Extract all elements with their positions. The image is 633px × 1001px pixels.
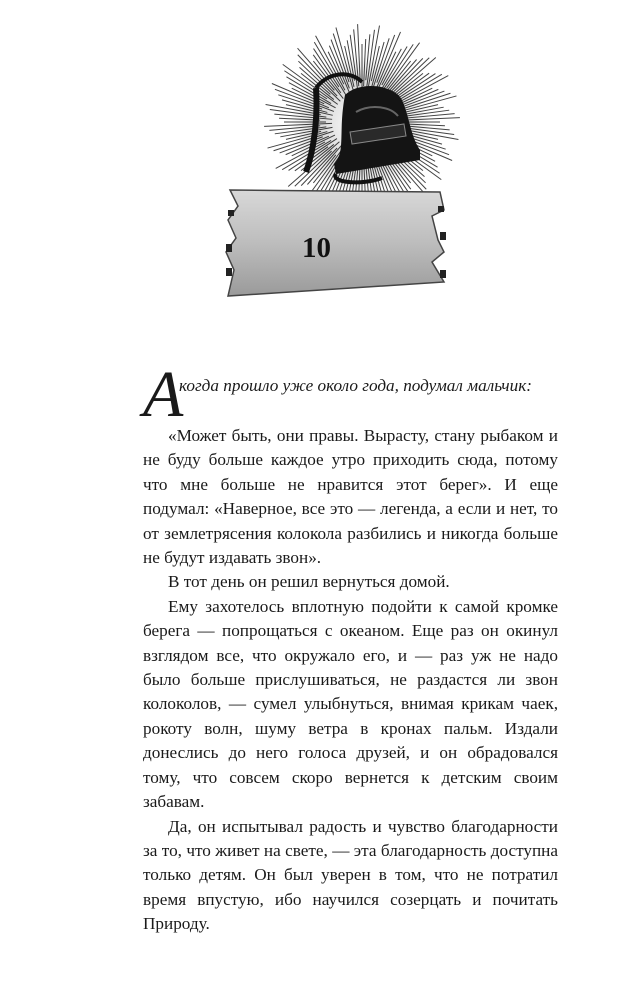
opening-text: когда прошло уже около года, подумал мальчик: [179, 376, 532, 395]
drop-cap: А [143, 358, 184, 431]
paragraph: «Может быть, они правы. Вырасту, стану рыбаком и не буду больше каждое утро приходить сюда, потому что мне больше не нравится этот берег». И еще подумал: «Наверное, все это — легенда, а если и нет, то от землетрясения колокола разбились и никогда больше не будут издавать звон». [143, 426, 558, 568]
paragraph: Ему захотелось вплотную подойти к самой кромке берега — попрощаться с океаном. Еще раз он окинул взглядом все, что окружало его, и — раз уж не надо было больше прислушиваться, не раздастся ли звон колоколов, — сумел улыбнуться, внимая крикам чаек, рокоту волн, шуму ветра в кронах пальм. Издали донеслись до него голоса друзей, и он обрадовался тому, что совсем скоро вернется к детским своим забавам. [143, 596, 558, 812]
paragraph: Да, он испытывал радость и чувство благодарности за то, что живет на свете, — эта благодарность доступна только детям. Он был уверен в том, что не потратил время впустую, ибо научился созерцать и почитать Природу. [143, 816, 558, 934]
chapter-body [143, 358, 558, 937]
paragraph: В тот день он решил вернуться домой. [168, 572, 450, 592]
chapter-emblem [0, 0, 633, 320]
opening-line [143, 358, 558, 431]
chapter-number: 10 [302, 232, 331, 264]
